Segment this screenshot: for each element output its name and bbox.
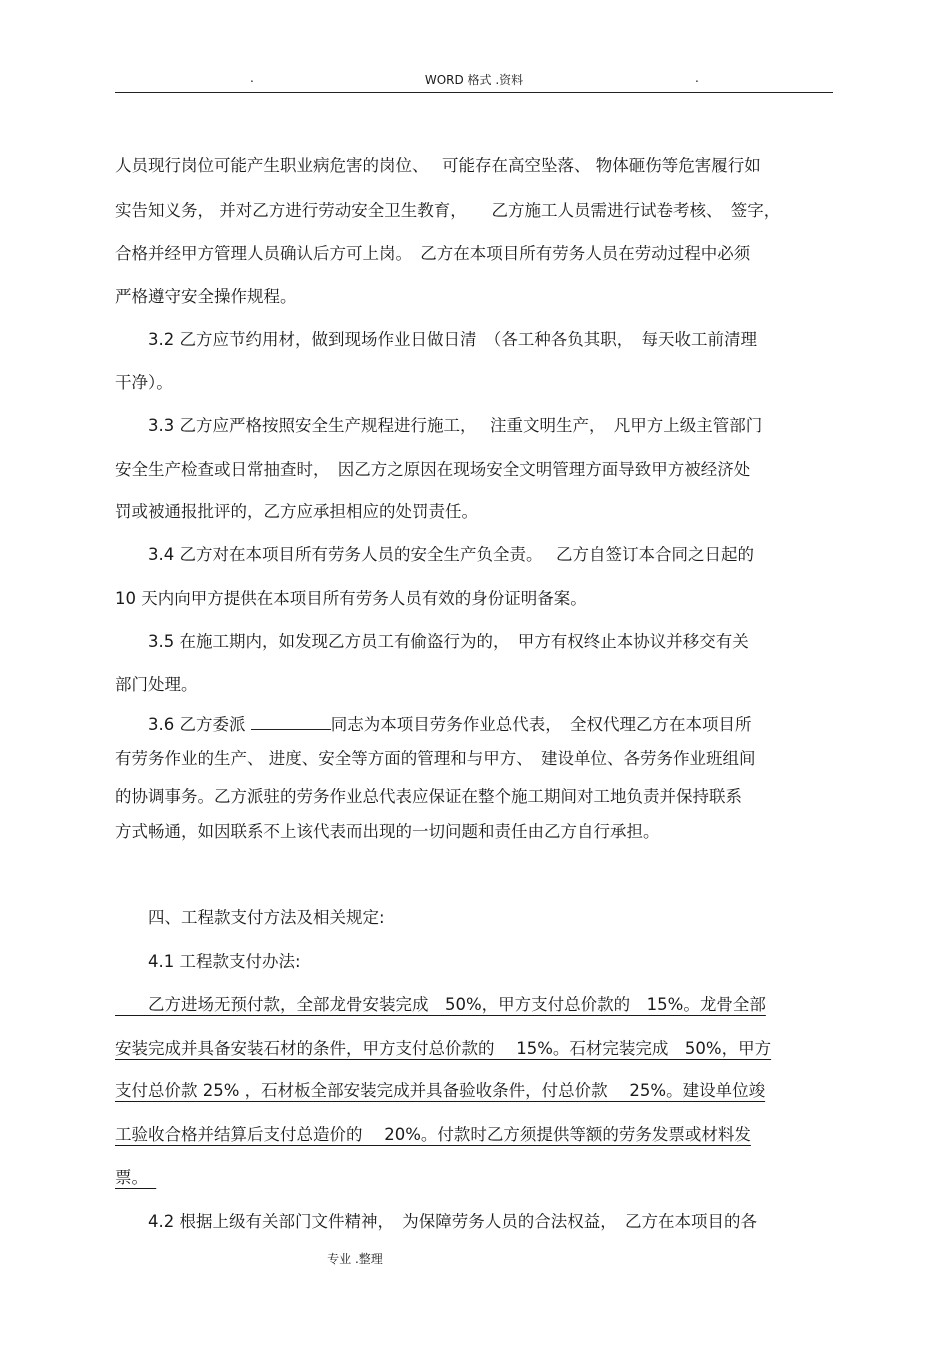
clause-3-6 [115, 714, 751, 735]
body-line: 实告知义务， 并对乙方进行劳动安全卫生教育， 乙方施工人员需进行试卷考核、 签字， [115, 201, 781, 220]
header-title: WORD 格式 .资料 [424, 73, 524, 87]
clause-3-2: 3.2 乙方应节约用材，做到现场作业日做日清 （各工种各负其职， 每天收工前清理 [115, 330, 757, 349]
clause-3-5: 3.5 在施工期内，如发现乙方员工有偷盗行为的， 甲方有权终止本协议并移交有关 [115, 632, 749, 651]
payment-terms-line: 工验收合格并结算后支付总造价的 20%。付款时乙方须提供等额的劳务发票或材料发 [115, 1125, 751, 1144]
clause-4-2: 4.2 根据上级有关部门文件精神， 为保障劳务人员的合法权益， 乙方在本项目的各 [115, 1212, 757, 1231]
page-footer: 专业 .整理 [327, 1252, 383, 1266]
body-line: 干净）。 [115, 373, 173, 392]
body-line: 方式畅通，如因联系不上该代表而出现的一切问题和责任由乙方自行承担。 [115, 822, 660, 841]
section-4-heading: 四、工程款支付方法及相关规定: [115, 908, 385, 927]
body-line: 罚或被通报批评的，乙方应承担相应的处罚责任。 [115, 502, 478, 521]
representative-name-blank [251, 714, 331, 730]
clause-3-6-suffix: 同志为本项目劳务作业总代表， 全权代理乙方在本项目所 [330, 715, 752, 734]
payment-terms-line: 乙方进场无预付款，全部龙骨安装完成 50%，甲方支付总价款的 15%。龙骨全部 [115, 995, 766, 1014]
header-right-dot: . [695, 71, 699, 85]
body-line: 人员现行岗位可能产生职业病危害的岗位、 可能存在高空坠落、 物体砸伤等危害履行如 [115, 156, 761, 175]
clause-3-3: 3.3 乙方应严格按照安全生产规程进行施工， 注重文明生产， 凡甲方上级主管部门 [115, 416, 763, 435]
body-line: 部门处理。 [115, 675, 198, 694]
clause-4-1-heading: 4.1 工程款支付办法: [115, 952, 301, 971]
header-left-dot: . [250, 71, 254, 85]
payment-terms-line: 安装完成并具备安装石材的条件，甲方支付总价款的 15%。石材完装完成 50%，甲方 [115, 1039, 772, 1058]
body-line: 10 天内向甲方提供在本项目所有劳务人员有效的身份证明备案。 [115, 589, 587, 608]
body-line: 合格并经甲方管理人员确认后方可上岗。 乙方在本项目所有劳务人员在劳动过程中必须 [115, 244, 751, 263]
clause-3-6-prefix: 3.6 乙方委派 [115, 715, 251, 734]
payment-terms-line: 支付总价款 25% ，石材板全部安装完成并具备验收条件，付总价款 25%。建设单位竣 [115, 1081, 766, 1100]
body-line: 安全生产检查或日常抽查时， 因乙方之原因在现场安全文明管理方面导致甲方被经济处 [115, 460, 751, 479]
body-line: 有劳务作业的生产、 进度、安全等方面的管理和与甲方、 建设单位、各劳务作业班组间 [115, 749, 756, 768]
page-header [115, 70, 833, 93]
body-line: 的协调事务。乙方派驻的劳务作业总代表应保证在整个施工期间对工地负责并保持联系 [115, 787, 742, 806]
body-line: 严格遵守安全操作规程。 [115, 287, 297, 306]
payment-terms-line: 票。 [115, 1168, 157, 1187]
clause-3-4: 3.4 乙方对在本项目所有劳务人员的安全生产负全责。 乙方自签订本合同之日起的 [115, 545, 754, 564]
